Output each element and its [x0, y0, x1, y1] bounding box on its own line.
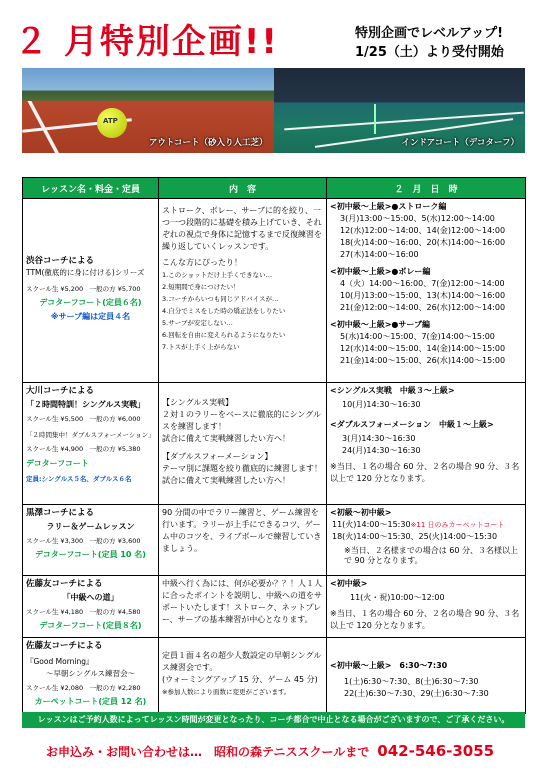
court-capacity: カーペットコート(定員 12 名)	[34, 697, 147, 706]
table-header-row	[23, 178, 526, 199]
lesson-price: スクール生 ¥5,500 一般の方 ¥6,000	[26, 415, 141, 423]
lesson-schedule	[327, 576, 526, 638]
schedule-level: <ダブルスフォーメーション 中級１～上級>	[330, 420, 494, 429]
schedule-line: 12(水)14:00～15:00、14(金)14:00～15:00	[340, 344, 506, 353]
content-note: ※参加人数により面数に変更がございます。	[162, 688, 291, 696]
lesson-schedule	[327, 638, 526, 714]
lesson-content	[159, 638, 327, 714]
schedule-line: 4（火）14:00～16:00、7(金)12:00～14:00	[340, 279, 505, 288]
schedule-level: <初級～初中級>	[330, 508, 392, 517]
schedule-note: ※当日、２名様までの場合は 60 分、３名様以上で 90 分となります。	[344, 546, 518, 565]
lesson-name: 「２時間集中！ダブルスフォーメーション」	[26, 431, 155, 439]
content-text: テーマ別に課題を絞り徹底的に練習します！試合に備えて実戦練習したい方へ！	[162, 464, 322, 485]
lesson-content	[159, 383, 327, 505]
schedule-level: <初中級～上級>●ストローク編	[330, 202, 447, 211]
table-row	[23, 383, 526, 505]
content-list-title: こんな方にぴったり！	[162, 258, 242, 267]
header-content: 内 容	[159, 178, 327, 199]
list-item: 2.短期間で身につけたい！	[162, 283, 240, 291]
list-item: 5.サーブが安定しない…	[162, 319, 233, 327]
indoor-court-caption: インドアコート（デコターフ）	[401, 138, 519, 148]
header-schedule: ２ 月 日 時	[327, 178, 526, 199]
schedule-line: 18(火)14:00～16:00、20(木)14:00～16:00	[340, 238, 506, 247]
lesson-info	[23, 576, 159, 638]
net-post	[374, 104, 376, 134]
schedule-level: <初中級～上級> 6:30～7:30	[330, 661, 448, 670]
page-title: ２ 月特別企画!!	[14, 22, 279, 62]
schedule-level: <初中級～上級>●ボレー編	[330, 267, 431, 276]
capacity-note: 定員:シングルス５名、ダブルス６名	[26, 475, 132, 483]
schedule-line: 21(金)14:00～15:00、26(水)14:00～15:00	[340, 356, 506, 365]
outdoor-court-caption: アウトコート（砂入り人工芝）	[148, 138, 268, 148]
court-capacity: デコターフコート(定員 10 名)	[35, 550, 146, 559]
outdoor-court-photo	[22, 68, 274, 153]
schedule-line: 22(土)6:30～7:30、29(土)6:30～7:30	[344, 689, 489, 698]
lesson-price: スクール生 ¥2,080 一般の方 ¥2,280	[26, 684, 141, 692]
contact-line	[46, 742, 494, 760]
content-text: 中級へ行く為には、何が必要か？？！人１人に合ったポイントを説明し、中級への道をサポートいたします！ストローク、ネットプレー、サーブの基本練習が中心となります。	[162, 579, 322, 624]
ball-logo-text: ATP	[103, 117, 118, 125]
capacity-note: ※サーブ編は定員４名	[50, 312, 131, 321]
content-text: ２対１のラリーをベースに徹底的にシングルスを練習します！	[162, 410, 321, 431]
court-name: デコターフコート	[26, 459, 89, 468]
indoor-court-photo	[274, 68, 526, 153]
court-capacity: デコターフコート(定員８名)	[39, 621, 142, 630]
lesson-price: スクール生 ¥4,180 一般の方 ¥4,580	[26, 608, 141, 616]
lesson-info	[23, 505, 159, 576]
schedule-note: ※当日、１名の場合 60 分、２名の場合 90 分、３名以上で 120 分となります。	[330, 609, 520, 630]
contact-text: お申込み・お問い合わせは… 昭和の森テニススクールまで	[46, 745, 370, 759]
schedule-line: 10(月)14:30～16:30	[342, 400, 421, 409]
list-item: 3.コーチからいつも同じアドバイスが…	[162, 295, 279, 303]
lesson-name: 「２時間特訓！シングルス実戦」	[26, 400, 146, 409]
content-text: 90 分間の中でラリー練習と、ゲーム練習を行います。ラリーが上手にできるコツ、ゲーム中のコツを、ライブボールで練習していきましょう。	[162, 508, 322, 553]
schedule-level: <初中級>	[330, 579, 368, 588]
subtitle-level-up: 特別企画でレベルアップ!	[355, 26, 504, 41]
schedule-line: 1(土)6:30～7:30、8(土)6:30～7:30	[344, 677, 479, 686]
table-row	[23, 638, 526, 714]
coach-name: 佐藤友コーチによる	[26, 579, 103, 589]
lesson-name: ラリー＆ゲームレッスン	[46, 522, 135, 531]
lesson-table	[22, 177, 526, 714]
coach-name: 黒澤コーチによる	[26, 508, 95, 518]
schedule-line: 24(月)14:30～16:30	[342, 446, 421, 455]
phone-number: 042-546-3055	[377, 742, 495, 760]
court-photos	[22, 68, 525, 153]
list-item: 4.自分でミスをした時の矯正法をしりたい	[162, 307, 286, 315]
lesson-schedule	[327, 383, 526, 505]
schedule-line: 11(火)14:00～15:30	[332, 520, 411, 529]
schedule-line: 10(月)13:00～15:00、13(木)14:00～16:00	[340, 291, 506, 300]
lesson-schedule	[327, 505, 526, 576]
content-text: (ウォーミングアップ 15 分、ゲーム 45 分)	[162, 675, 318, 684]
notice-banner: レッスンはご予約人数によってレッスン時間が変更となったり、コーチ都合で中止となる場合がございますので、ご了承ください。	[22, 712, 525, 728]
schedule-line: 3(月)14:30～16:30	[342, 434, 416, 443]
lesson-price: スクール生 ¥3,300 一般の方 ¥3,600	[26, 537, 141, 545]
lesson-schedule	[327, 199, 526, 383]
lesson-subtitle: ～早朝シングルス練習会～	[45, 669, 136, 678]
table-row	[23, 576, 526, 638]
list-item: 6.回転を自由に変えられるようになりたい	[162, 331, 286, 339]
lesson-info	[23, 638, 159, 714]
schedule-line: 5(水)14:00～15:00、7(金)14:00～15:00	[340, 332, 495, 341]
content-heading: 【ダブルスフォーメーション】	[162, 452, 273, 461]
schedule-line: 12(水)12:00～14:00、14(金)12:00～14:00	[340, 226, 506, 235]
lesson-price: スクール生 ¥4,900 一般の方 ¥5,380	[26, 445, 141, 453]
content-text: 定員１面４名の超少人数設定の早朝シングルス練習会です。	[162, 651, 322, 672]
lesson-content	[159, 199, 327, 383]
schedule-level: <初中級～上級>●サーブ編	[330, 320, 430, 329]
list-item: 7.トスが上手く上がらない	[162, 343, 240, 351]
schedule-line: 3(月)13:00～15:00、5(水)12:00～14:00	[340, 214, 495, 223]
lesson-name: TTM(徹底的に身に付ける)シリーズ	[26, 268, 145, 277]
schedule-line: 18(火)14:00～15:30、25(火)14:00～15:30	[332, 532, 498, 541]
content-heading: 【シングルス実戦】	[162, 398, 234, 407]
subtitle-reception-date: 1/25（土）より受付開始	[355, 45, 504, 60]
lesson-content	[159, 576, 327, 638]
schedule-level: <シングルス実戦 中級３～上級>	[330, 386, 455, 395]
content-text: 試合に備えて実戦練習したい方へ！	[162, 434, 290, 443]
schedule-line: 11(火・祝)10:00～12:00	[350, 593, 445, 602]
schedule-note: ※当日、１名の場合 60 分、２名の場合 90 分、３名以上で 120 分となります。	[330, 462, 520, 483]
coach-name: 大川コーチによる	[26, 386, 95, 396]
lesson-content	[159, 505, 327, 576]
lesson-price: スクール生 ¥5,200 一般の方 ¥5,700	[26, 285, 141, 293]
content-text: ストローク、ボレー、サーブに的を絞り、一つ一つ段階的に基礎を積み上げていき、それぞれの視点で身体に記憶するまで反復練習を繰り返していくレッスンです。	[162, 206, 322, 251]
table-row	[23, 505, 526, 576]
lesson-info	[23, 199, 159, 383]
schedule-line: 27(木)14:00～16:00	[340, 250, 419, 259]
tennis-ball-icon	[97, 108, 127, 138]
court-capacity: デコターフコート(定員６名)	[39, 298, 142, 307]
list-item: 1.このショットだけ上手くできない…	[162, 271, 273, 279]
coach-name: 佐藤友コーチによる	[26, 641, 103, 651]
lesson-name: 『Good Morning』	[26, 657, 94, 666]
lesson-name: 「中級への道」	[62, 593, 119, 602]
lesson-info	[23, 383, 159, 505]
table-row	[23, 199, 526, 383]
coach-name: 渋谷コーチによる	[26, 256, 95, 266]
schedule-line: 21(金)12:00～14:00、26(水)12:00～14:00	[340, 303, 506, 312]
header-lesson-name: レッスン名・料金・定員	[23, 178, 159, 199]
court-note: ※11 日のみカーペットコート	[410, 521, 505, 529]
